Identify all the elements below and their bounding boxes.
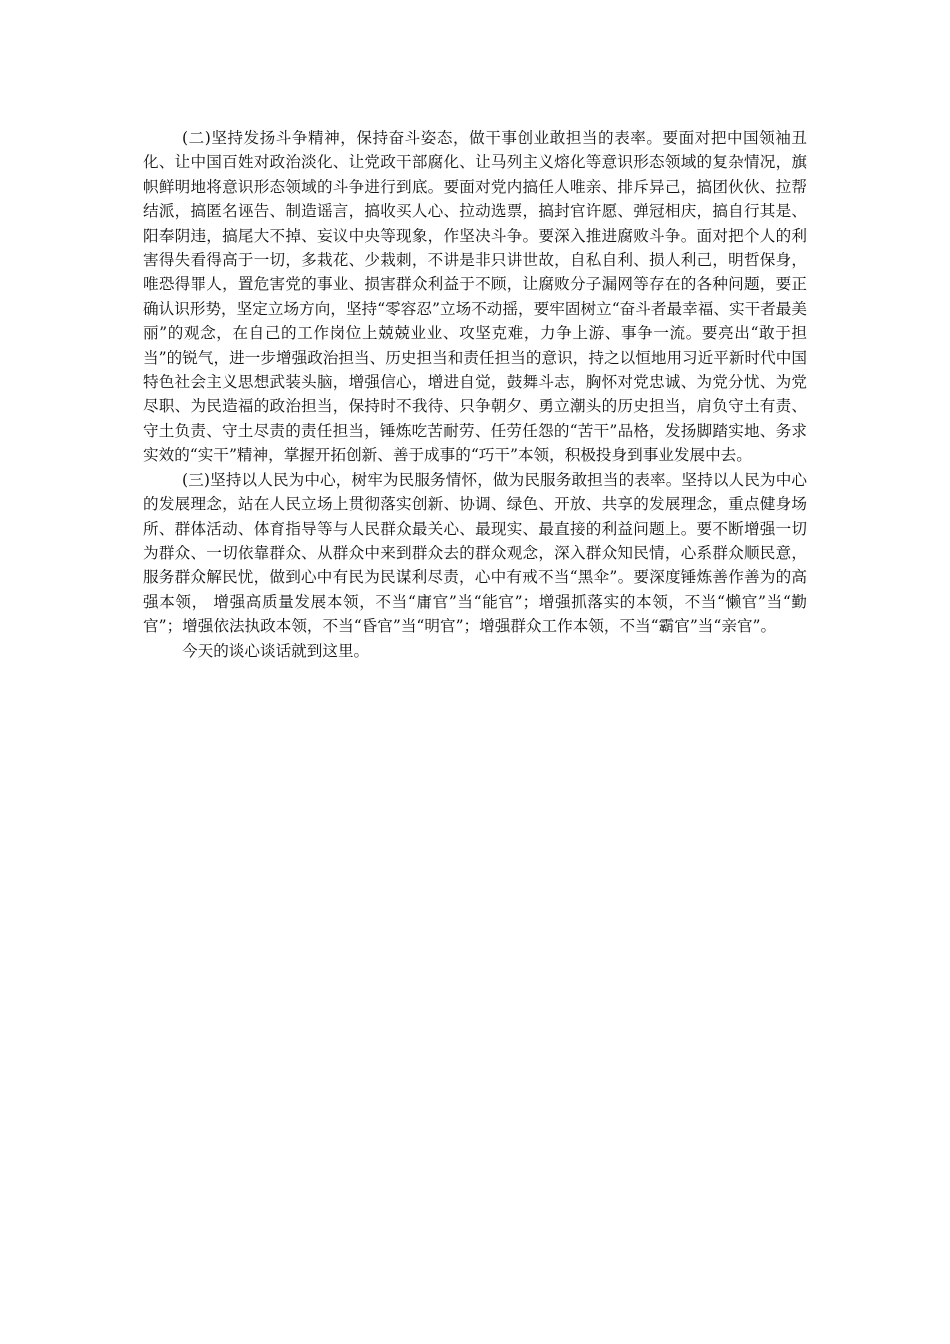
document-body <box>143 126 807 663</box>
paragraph-people-centered: (三)坚持以人民为中心，树牢为民服务情怀，做为民服务敢担当的表率。坚持以人民为中心的发展理念，站在人民立场上贯彻落实创新、协调、绿色、开放、共享的发展理念，重点健身场所、群体活动、体育指导等与人民群众最关心、最现实、最直接的利益问题上。要不断增强一切为群众、一切依靠群众、从群众中来到群众去的群众观念，深入群众知民情，心系群众顺民意，服务群众解民忧，做到心中有民为民谋利尽责，心中有戒不当“黑伞”。要深度锤炼善作善为的高强本领， 增强高质量发展本领，不当“庸官”当“能官”；增强抓落实的本领，不当“懒官”当“勤官”；增强依法执政本领，不当“昏官”当“明官”；增强群众工作本领，不当“霸官”当“亲官”。 <box>143 470 807 636</box>
paragraph-struggle-spirit: (二)坚持发扬斗争精神，保持奋斗姿态，做干事创业敢担当的表率。要面对把中国领袖丑化、让中国百姓对政治淡化、让党政干部腐化、让马列主义熔化等意识形态领域的复杂情况，旗帜鲜明地将意识形态领域的斗争进行到底。要面对党内搞任人唯亲、排斥异己，搞团伙伙、拉帮结派，搞匿名诬告、制造谣言，搞收买人心、拉动选票，搞封官许愿、弹冠相庆，搞自行其是、阳奉阴违，搞尾大不掉、妄议中央等现象，作坚决斗争。要深入推进腐败斗争。面对把个人的利害得失看得高于一切，多栽花、少栽刺，不讲是非只讲世故，自私自利、损人利己，明哲保身，唯恐得罪人，置危害党的事业、损害群众利益于不顾，让腐败分子漏网等存在的各种问题，要正确认识形势，坚定立场方向，坚持“零容忍”立场不动摇，要牢固树立“奋斗者最幸福、实干者最美丽”的观念，在自己的工作岗位上兢兢业业、攻坚克难，力争上游、事争一流。要亮出“敢于担当”的锐气，进一步增强政治担当、历史担当和责任担当的意识，持之以恒地用习近平新时代中国特色社会主义思想武装头脑，增强信心，增进自觉，鼓舞斗志，胸怀对党忠诚、为党分忧、为党尽职、为民造福的政治担当，保持时不我待、只争朝夕、勇立潮头的历史担当，肩负守土有责、守土负责、守土尽责的责任担当，锤炼吃苦耐劳、任劳任怨的“苦干”品格，发扬脚踏实地、务求实效的“实干”精神，掌握开拓创新、善于成事的“巧干”本领，积极投身到事业发展中去。 <box>143 129 807 465</box>
paragraph-closing: 今天的谈心谈话就到这里。 <box>182 641 370 660</box>
